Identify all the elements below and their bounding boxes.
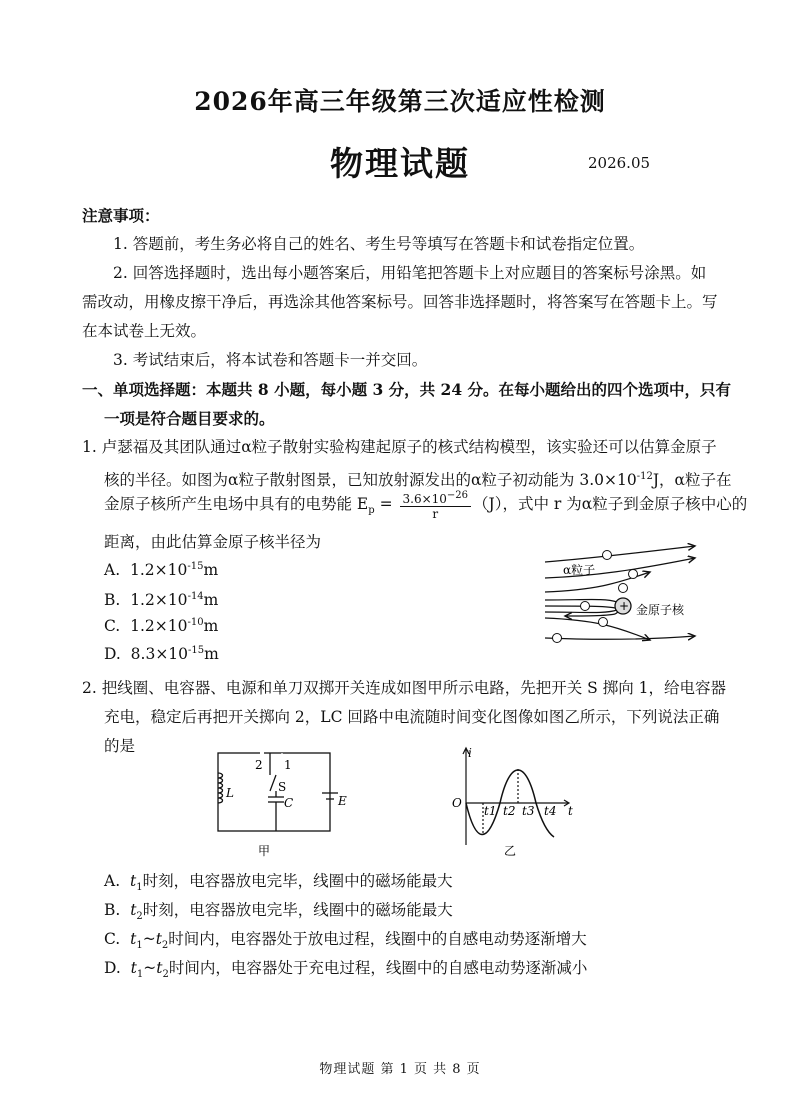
exam-title: 2026年高三年级第三次适应性检测 xyxy=(194,87,606,116)
q1-option-d: D. $8.3\times 10^{-15}m$ xyxy=(104,645,219,664)
inductor-label: L xyxy=(226,786,234,800)
notes-heading: 注意事项： xyxy=(82,206,160,225)
notes-item-2-line-2: 需改动，用橡皮擦干净后，再选涂其他答案标号。回答非选择题时，将答案写在答题卡上。写 xyxy=(82,293,718,311)
q2-line-2: 充电，稳定后再把开关掷向 2，LC 回路中电流随时间变化图像如图乙所示，下列说法正确 xyxy=(104,708,720,726)
q2-option-d: D. $t_1\sim t_2$时间内，电容器处于充电过程，线圈中的自感电动势逐渐减小 xyxy=(104,959,588,981)
axis-i-label: i xyxy=(468,746,472,760)
notes-item-2-line-1: 2. 回答选择题时，选出每小题答案后，用铅笔把答题卡上对应题目的答案标号涂黑。如 xyxy=(113,264,707,282)
notes-item-3: 3. 考试结束后，将本试卷和答题卡一并交回。 xyxy=(113,351,428,369)
page-footer: 物理试题 第 1 页 共 8 页 xyxy=(319,1062,481,1077)
q2-option-c: C. $t_1\sim t_2$时间内，电容器处于放电过程，线圈中的自感电动势逐渐增大 xyxy=(104,930,587,952)
potential-energy-fraction: $\frac{3.6\times 10^{-26}}{r}$ xyxy=(400,489,472,521)
q1-option-a: A. $1.2\times 10^{-15}m$ xyxy=(104,561,219,580)
tick-t3: t3 xyxy=(522,804,535,818)
current-time-graph xyxy=(448,745,578,860)
alpha-particle-label: α粒子 xyxy=(563,563,596,577)
figure-jia-caption: 甲 xyxy=(258,844,271,858)
q2-line-1: 2. 把线圈、电容器、电源和单刀双掷开关连成如图甲所示电路，先把开关 S 掷向 1，给电容器 xyxy=(82,679,726,697)
q2-option-a: A. $t_1$时刻，电容器放电完毕，线圈中的磁场能最大 xyxy=(104,872,453,894)
q1-option-b: B. $1.2\times 10^{-14}m$ xyxy=(104,591,219,610)
svg-text:+: + xyxy=(619,599,630,613)
tick-t4: t4 xyxy=(544,804,557,818)
tick-t1: t1 xyxy=(484,804,497,818)
q2-line-3: 的是 xyxy=(104,737,136,755)
subject-title: 物理试题 xyxy=(330,144,470,183)
figure-yi-caption: 乙 xyxy=(504,844,517,858)
q2-option-b: B. $t_2$时刻，电容器放电完毕，线圈中的磁场能最大 xyxy=(104,901,453,923)
gold-nucleus-label: 金原子核 xyxy=(636,603,685,617)
source-label: E xyxy=(338,794,347,808)
q1-option-c: C. $1.2\times 10^{-10}m$ xyxy=(104,617,219,636)
switch-pos-2: 2 xyxy=(255,758,263,772)
lc-circuit-diagram xyxy=(200,745,350,860)
section-1-line-2: 一项是符合题目要求的。 xyxy=(104,409,275,428)
q1-line-4: 距离，由此估算金原子核半径为 xyxy=(104,533,322,551)
q1-line-1: 1. 卢瑟福及其团队通过α粒子散射实验构建起原子的核式结构模型，该实验还可以估算金原子 xyxy=(82,438,717,456)
switch-pos-1: 1 xyxy=(284,758,292,772)
notes-item-1: 1. 答题前，考生务必将自己的姓名、考生号等填写在答题卡和试卷指定位置。 xyxy=(113,235,645,253)
alpha-scattering-figure xyxy=(535,540,725,655)
capacitor-label: C xyxy=(284,796,294,810)
q1-line-3: 金原子核所产生电场中具有的电势能 $E_p$ = $\frac{3.6\times 10^{-26}}{r}$ （J），式中 r 为α粒子到金原子核中心的 xyxy=(104,490,748,521)
origin-label: O xyxy=(452,796,462,810)
section-1-line-1: 一、单项选择题：本题共 8 小题，每小题 3 分，共 24 分。在每小题给出的四个选项中，只有 xyxy=(82,380,732,399)
exam-date: 2026.05 xyxy=(588,154,651,172)
q1-line-2: 核的半径。如图为α粒子散射图景，已知放射源发出的α粒子初动能为 $3.0\times 10^{-12}J$，α粒子在 xyxy=(104,471,732,490)
notes-item-2-line-3: 在本试卷上无效。 xyxy=(82,322,207,340)
axis-t-label: t xyxy=(568,804,573,818)
tick-t2: t2 xyxy=(503,804,516,818)
switch-label: S xyxy=(278,780,287,794)
